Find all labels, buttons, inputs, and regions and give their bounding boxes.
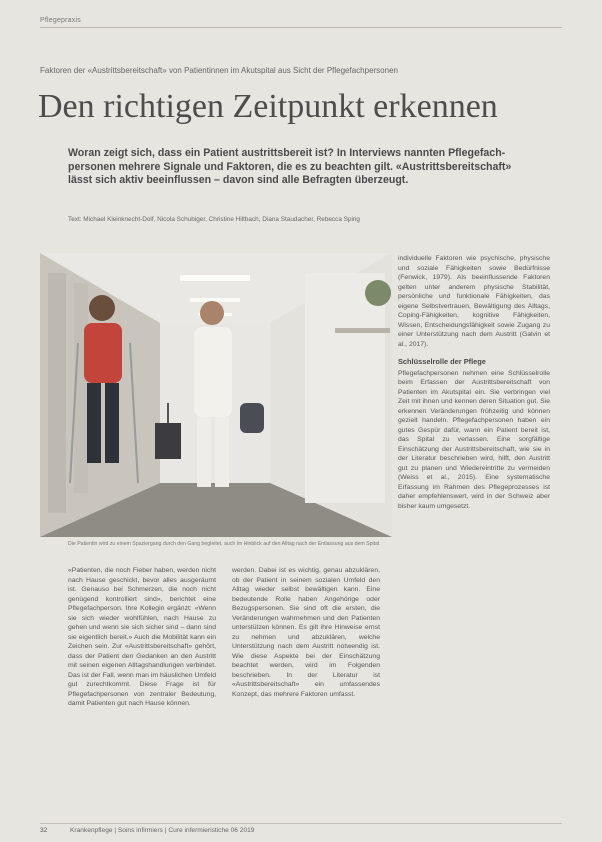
lead-paragraph: Woran zeigt sich, dass ein Patient austrittsbereit ist? In Interviews nannten Pflegefachpersonen mehrere Signale und Faktoren, die es zu beachten gilt. «Austrittsbereitschaft» lässt sich aktiv beeinflussen – davon sind alle Befragten überzeugt. — [68, 147, 512, 186]
body-paragraph: werden. Dabei ist es wichtig, genau abzuklären, ob der Patient in seinem sozialen Umfeld den Alltag wieder selbst bewältigen kann. Eine bedeutende Rolle haben Angehörige oder Bezugspersonen. Sie sind oft die ersten, die Veränderungen wahrnehmen und den Patienten unterstützen können. Es gilt ihre Hinweise ernst zu nehmen und abzuklären, welche Unterstützung nach dem Austritt notwendig ist. Wie diese Aspekte bei der Einschätzung beachtet werden, wird im Folgenden beschrieben. In der Literatur ist «Austrittsbereitschaft» ein umfassendes Konzept, das mehrere Faktoren umfasst. — [232, 567, 380, 698]
author-byline: Text: Michael Kleinknecht-Dolf, Nicola Schubiger, Christine Hiltbach, Diana Staudacher, Rebecca Spirig — [68, 216, 360, 223]
section-subheading: Schlüsselrolle der Pflege — [398, 357, 486, 366]
photo-caption: Die Patientin wird zu einem Spaziergang durch den Gang begleitet, auch im Hinblick auf den Alltag nach der Entlassung aus dem Spital. — [68, 541, 381, 547]
kicker-line: Faktoren der «Austrittsbereitschaft» von Patientinnen im Akutspital aus Sicht der Pflegefachpersonen — [40, 66, 398, 75]
section-label: Pflegepraxis — [40, 17, 81, 24]
body-paragraph: «Patienten, die noch Fieber haben, werden nicht nach Hause geschickt, bevor alles ausgeräumt ist. Genauso bei Schmerzen, die noch nicht genügend kontrolliert sind», berichtet eine Pflegefachperson. Ihre Kollegin ergänzt: «Wenn sie sich wieder wohlfühlen, nach Hause zu gehen und wenn sie sich sicher sind – dann sind sie eigentlich bereit.» Auch die Mobilität kann ein Zeichen sein. Zur «Austrittsbereitschaft» gehört, dass der Patient den Gedanken an den Austritt mit seinen eigenen Alltagshandlungen verbindet. Das ist der Fall, wenn man im häuslichen Umfeld gut zurechtkommt. Diese Frage ist für Pflegefachpersonen von zentraler Bedeutung, damit Patienten gut nach Hause können. — [68, 567, 216, 707]
article-headline: Den richtigen Zeitpunkt erkennen — [38, 88, 498, 125]
hospital-corridor-illustration — [40, 253, 392, 537]
top-divider — [40, 27, 562, 28]
body-column-middle — [232, 566, 380, 699]
footer-divider — [40, 823, 562, 824]
body-column-right — [398, 254, 550, 511]
body-paragraph: Pflegefachpersonen nehmen eine Schlüsselrolle beim Erfassen der Austrittsbereitschaft von Patienten im Akutspital ein. Sie verbringen viel Zeit mit ihnen und kennen deren Situation gut. Sie erkennen Veränderungen frühzeitig und können gezielt handeln. Pflegefachpersonen haben ein gutes Gespür dafür, wann ein Patient bereit ist, das Spital zu verlassen. Eine sorgfältige Einschätzung der Austrittsbereitschaft, wie sie in der Literatur beschrieben wird, hilft, den Austritt gut zu planen und Wiedereintritte zu vermeiden (Weiss et al., 2015). Eine systematische Erfassung im Rahmen des Pflegeprozesses ist daher empfehlenswert, wird in der Schweiz aber bisher kaum umgesetzt. — [398, 369, 550, 510]
article-photo — [40, 253, 392, 537]
page-number: 32 — [40, 827, 48, 834]
body-column-left — [68, 566, 216, 709]
body-paragraph: individuelle Faktoren wie psychische, physische und soziale Fähigkeiten sowie Bedürfnisse (Fenwick, 1979). Als beeinflussende Faktoren gelten unter anderem physische Stabilität, persönliche und funktionale Fähigkeiten, das eigene Selbstvertrauen, Bewältigung des Alltags, Coping-Fähigkeiten, kognitive Fähigkeiten, Wissen, Entscheidungsfähigkeit sowie Zugang zu einer Unterstützung nach dem Austritt (Galvin et al., 2017). — [398, 255, 550, 348]
publication-footer: Krankenpflege | Soins infirmiers | Cure infermieristiche 06 2019 — [70, 827, 255, 834]
